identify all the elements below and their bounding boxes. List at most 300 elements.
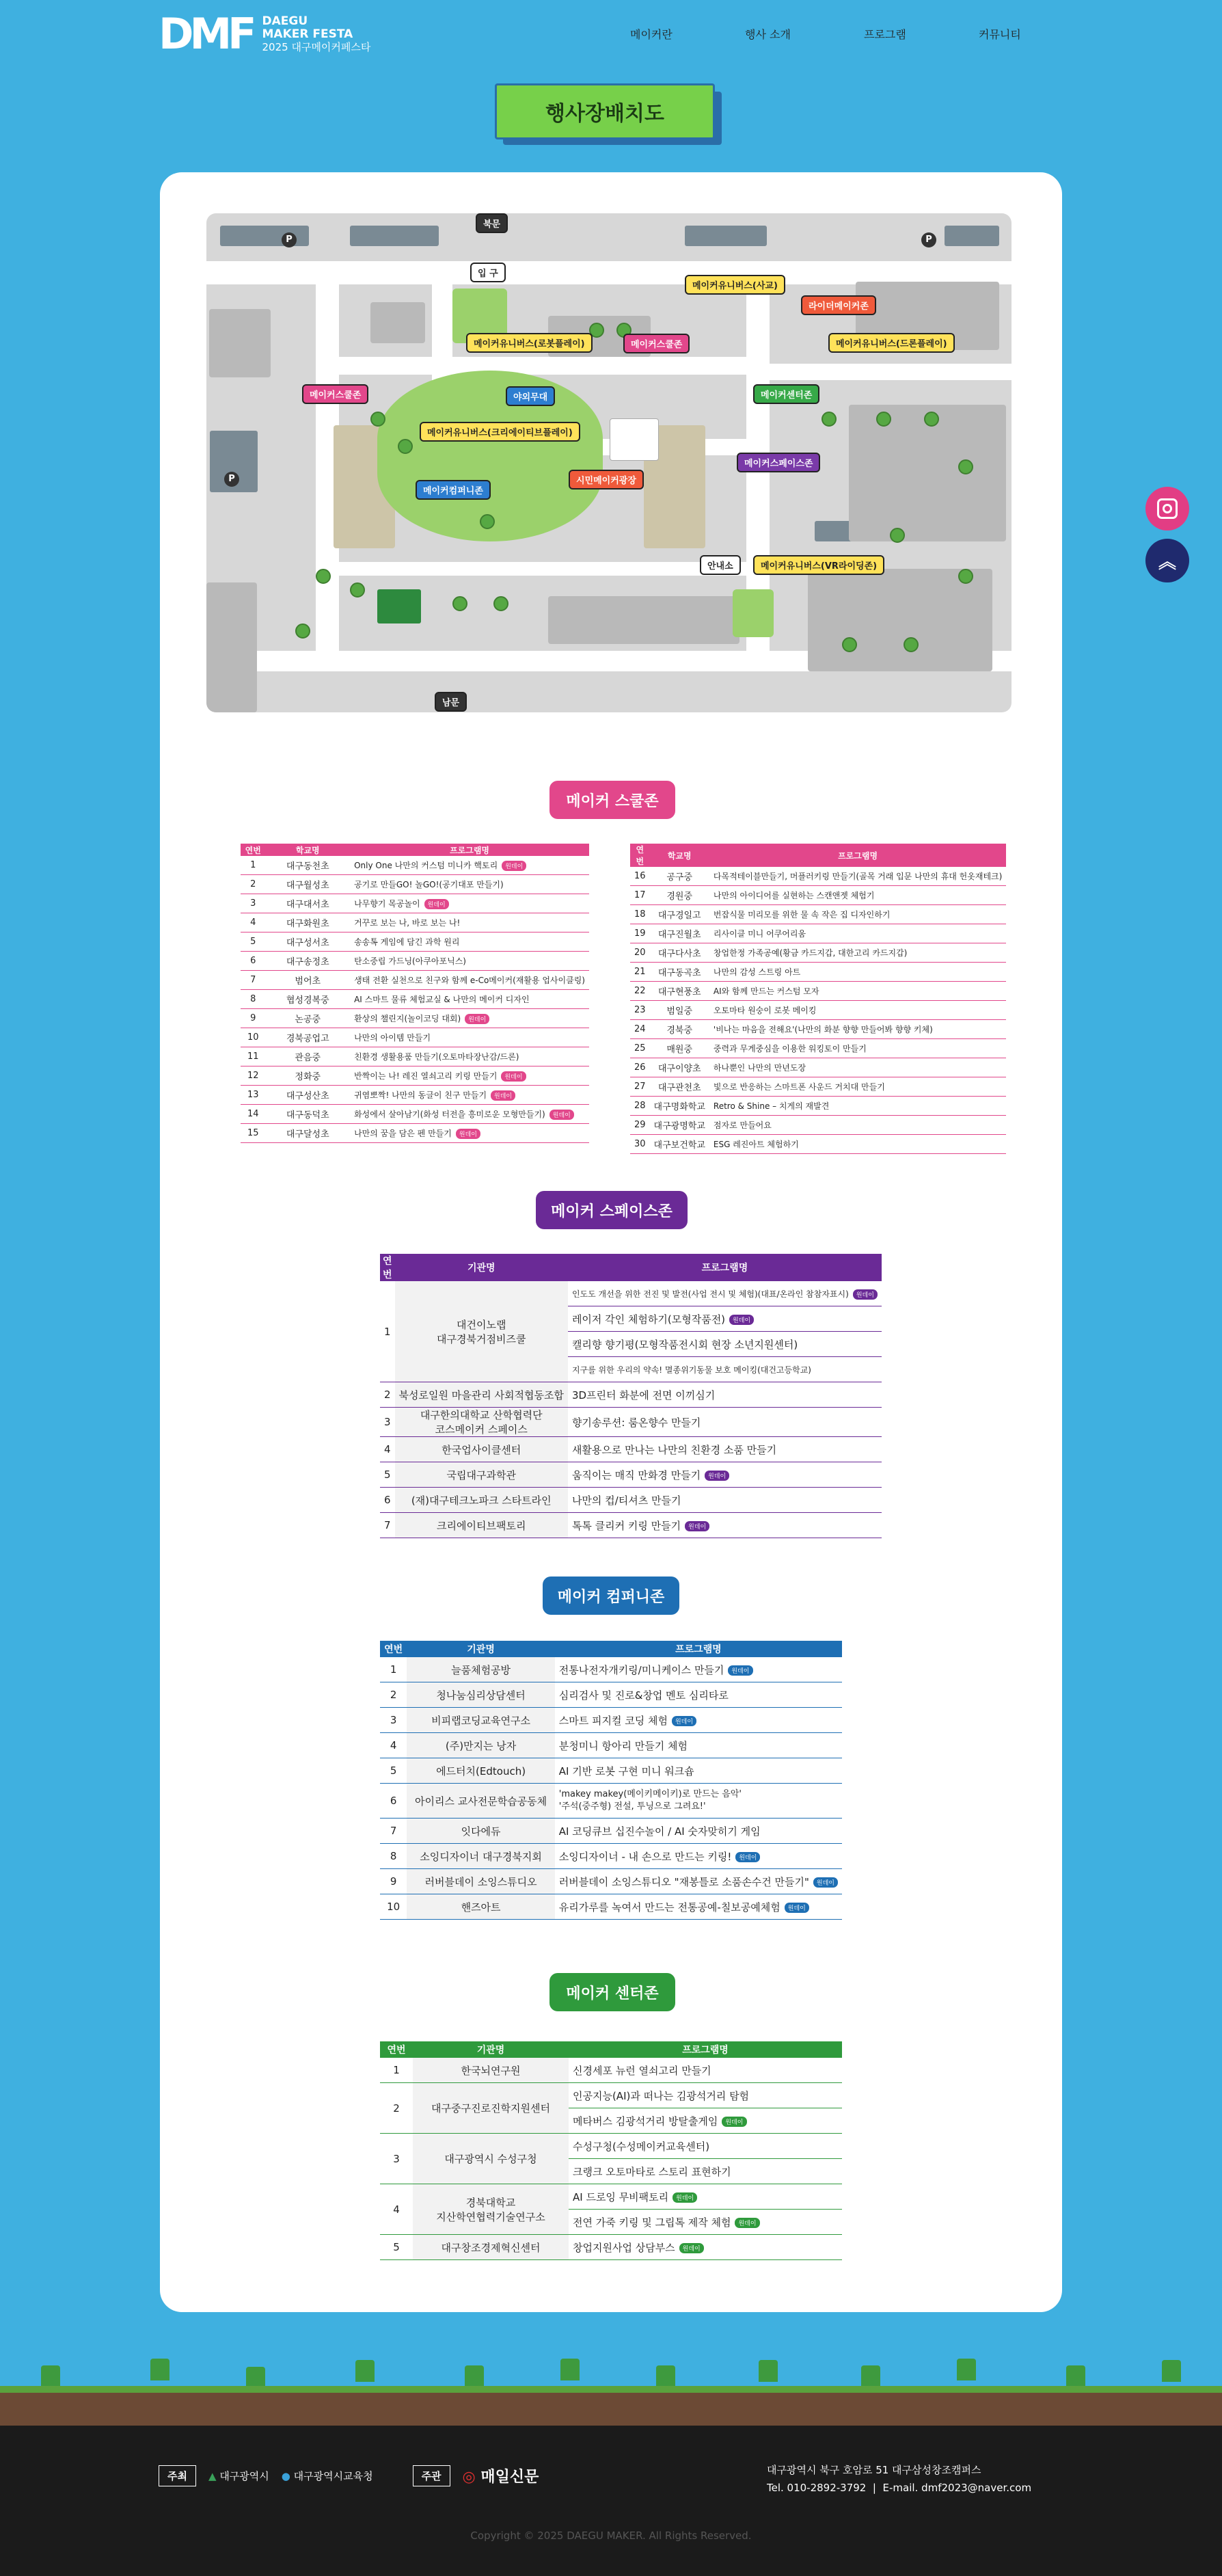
cell-school: 대구이양초 bbox=[650, 1058, 709, 1077]
cell-org: 잇다에듀 bbox=[407, 1819, 554, 1844]
col-program: 프로그램명 bbox=[701, 1263, 748, 1274]
space-zone-heading: 메이커 스페이스존 bbox=[536, 1191, 688, 1229]
cell-org: 소잉디자이너 대구경북지회 bbox=[407, 1844, 554, 1869]
table-row bbox=[380, 1462, 882, 1488]
cell-program: 레이저 각인 체험하기(모형작품전) 원데이 bbox=[568, 1306, 882, 1332]
map-north-gate: 북문 bbox=[476, 213, 508, 233]
cell-school: 대구월성초 bbox=[265, 875, 350, 894]
cell-org: 에드터치(Edtouch) bbox=[407, 1758, 554, 1784]
footer-contact: 대구광역시 북구 호암로 51 대구삼성창조캠퍼스 Tel. 010-2892-3792 | E-mail. dmf2023@naver.com bbox=[767, 2461, 1031, 2497]
map-tag-bus-school: 메이커유니버스(사교) bbox=[685, 275, 785, 295]
col-number: 연번 bbox=[383, 1256, 392, 1280]
cell-program: 스마트 피지컬 코딩 체험 원데이 bbox=[555, 1708, 842, 1733]
host-logo-daegu[interactable]: ▲ 대구광역시 bbox=[208, 2470, 269, 2482]
table-row bbox=[380, 1437, 882, 1462]
cell-program: 심리검사 및 진로&창업 멘토 심리타로 bbox=[555, 1682, 842, 1708]
footer-hosts bbox=[159, 2465, 539, 2486]
cell-org: 청나눔심리상담센터 bbox=[407, 1682, 554, 1708]
cell-school: 매원중 bbox=[650, 1039, 709, 1058]
table-row bbox=[241, 1105, 589, 1124]
cell-number: 4 bbox=[380, 2184, 413, 2235]
cell-number: 24 bbox=[630, 1020, 650, 1039]
cell-org: 핸즈아트 bbox=[407, 1894, 554, 1920]
col-program: 프로그램명 bbox=[838, 850, 878, 861]
cell-program: '비나는 마음을 전해요'(나만의 화분 향향 만들어봐 향향 키체) bbox=[709, 1020, 1006, 1039]
cell-org: 러버블데이 소잉스튜디오 bbox=[407, 1869, 554, 1894]
table-row bbox=[380, 1281, 882, 1306]
cell-number: 3 bbox=[380, 1708, 407, 1733]
table-row bbox=[380, 1488, 882, 1513]
cell-program: 친환경 생활용품 만들기(오토마타장난감/드론) bbox=[350, 1047, 589, 1066]
table-row bbox=[241, 1066, 589, 1086]
table-row bbox=[380, 1513, 882, 1538]
cell-program: 3D프린터 화분에 전면 이끼심기 bbox=[568, 1382, 882, 1408]
col-program: 프로그램명 bbox=[450, 845, 490, 855]
cell-number: 5 bbox=[380, 1758, 407, 1784]
cell-school: 대구경일고 bbox=[650, 905, 709, 924]
table-row bbox=[380, 2235, 842, 2260]
cell-program: 나만의 아이템 만들기 bbox=[350, 1028, 589, 1047]
cell-program: 나무향기 목공놀이 원데이 bbox=[350, 894, 589, 913]
cell-program: 향기송루션: 룸온향수 만들기 bbox=[568, 1408, 882, 1437]
cell-program: 빛으로 반응하는 스마트폰 사운드 거치대 만들기 bbox=[709, 1077, 1006, 1097]
edu-logo-icon: ● bbox=[281, 2470, 290, 2482]
parking-icon: P bbox=[282, 232, 297, 247]
cell-number: 3 bbox=[241, 894, 265, 913]
company-table bbox=[380, 1641, 842, 1920]
table-row bbox=[241, 913, 589, 933]
table-row bbox=[380, 1758, 842, 1784]
cell-program: AI 코딩큐브 십진수놀이 / AI 숫자맞히기 게임 bbox=[555, 1819, 842, 1844]
host-logo-edu[interactable]: ● 대구광역시교육청 bbox=[281, 2470, 373, 2482]
cell-school: 대구성서초 bbox=[265, 933, 350, 952]
cell-school: 범일중 bbox=[650, 1001, 709, 1020]
cell-school: 대구달성초 bbox=[265, 1124, 350, 1143]
nav-about[interactable]: 행사 소개 bbox=[745, 28, 791, 41]
logo-line-1: DAEGU bbox=[262, 14, 308, 28]
map-tag-bus-creative: 메이커유니버스(크리에이티브플레이) bbox=[420, 422, 580, 442]
cell-program: 나만의 아이디어를 실현하는 스캔앤젯 체험기 bbox=[709, 886, 1006, 905]
cell-org: 대구한의대학교 산학협력단 코스메이커 스페이스 bbox=[395, 1408, 568, 1437]
cell-program: 새활용으로 만나는 나만의 친환경 소품 만들기 bbox=[568, 1437, 882, 1462]
table-row bbox=[630, 1058, 1006, 1077]
footer-copyright: Copyright © 2025 DAEGU MAKER. All Rights Reserved. bbox=[470, 2530, 752, 2542]
col-number: 연번 bbox=[387, 2045, 406, 2056]
page-title-wrap bbox=[495, 83, 727, 145]
oneday-badge: 원데이 bbox=[679, 2243, 704, 2253]
cell-program: 리사이클 미니 어쿠어리움 bbox=[709, 924, 1006, 943]
table-row bbox=[630, 943, 1006, 963]
cell-number: 7 bbox=[241, 971, 265, 990]
cell-program: 반짝이는 나! 레진 열쇠고리 키링 만들기 원데이 bbox=[350, 1066, 589, 1086]
cell-org: 대구창조경제혁신센터 bbox=[413, 2235, 569, 2260]
footer-tel: Tel. 010-2892-3792 bbox=[767, 2482, 867, 2494]
cell-school: 정화중 bbox=[265, 1066, 350, 1086]
logo-text bbox=[262, 15, 371, 54]
cell-school: 대구현풍초 bbox=[650, 982, 709, 1001]
cell-school: 대구동곡초 bbox=[650, 963, 709, 982]
cell-number: 9 bbox=[380, 1869, 407, 1894]
nav-program[interactable]: 프로그램 bbox=[864, 28, 906, 41]
page-title: 행사장배치도 bbox=[495, 83, 715, 139]
cell-org: 크리에이티브팩토리 bbox=[395, 1513, 568, 1538]
col-org: 기관명 bbox=[467, 1263, 495, 1274]
cell-program: 신경세포 뉴런 열쇠고리 만들기 bbox=[569, 2058, 842, 2083]
cell-number: 3 bbox=[380, 2134, 413, 2184]
center-zone-heading: 메이커 센터존 bbox=[549, 1973, 675, 2011]
cell-school: 대구보건학교 bbox=[650, 1135, 709, 1154]
cell-program: 거꾸로 보는 나, 바로 보는 나! bbox=[350, 913, 589, 933]
cell-program: 중력과 무게중심을 이용한 워킹토이 만들기 bbox=[709, 1039, 1006, 1058]
col-org: 기관명 bbox=[476, 2045, 505, 2056]
oneday-badge: 원데이 bbox=[501, 1071, 526, 1082]
cell-number: 19 bbox=[630, 924, 650, 943]
col-number: 연번 bbox=[245, 845, 261, 855]
cell-number: 6 bbox=[380, 1784, 407, 1819]
cell-school: 대구대서초 bbox=[265, 894, 350, 913]
map-tag-space-zone: 메이커스페이스존 bbox=[737, 453, 820, 472]
top-icon: ︽ bbox=[1158, 552, 1176, 573]
oneday-badge: 원데이 bbox=[785, 1903, 809, 1913]
cell-program: 창업한정 가족공예(황금 카드지갑, 대한고리 카드지갑) bbox=[709, 943, 1006, 963]
cell-school: 대구화원초 bbox=[265, 913, 350, 933]
col-school: 학교명 bbox=[667, 850, 692, 861]
cell-org: 한국뇌연구원 bbox=[413, 2058, 569, 2083]
cell-program: AI 스마트 물류 체험교실 & 나만의 메이커 디자인 bbox=[350, 990, 589, 1009]
map-tag-bus-drone: 메이커유니버스(드론플레이) bbox=[828, 333, 955, 353]
cell-number: 17 bbox=[630, 886, 650, 905]
cell-org: 대구중구진로진학지원센터 bbox=[413, 2083, 569, 2134]
cell-school: 대구진월초 bbox=[650, 924, 709, 943]
cell-org: (재)대구테크노파크 스타트라인 bbox=[395, 1488, 568, 1513]
map-entrance: 입 구 bbox=[470, 263, 506, 282]
cell-number: 5 bbox=[380, 1462, 395, 1488]
cell-number: 4 bbox=[241, 913, 265, 933]
cell-program: 오토마타 원숭이 로봇 메이킹 bbox=[709, 1001, 1006, 1020]
cell-program: 전통나전자개키링/미니케이스 만들기 원데이 bbox=[555, 1657, 842, 1682]
cell-number: 16 bbox=[630, 867, 650, 886]
table-row bbox=[630, 1001, 1006, 1020]
table-row bbox=[380, 1819, 842, 1844]
table-row bbox=[630, 963, 1006, 982]
table-row bbox=[380, 2184, 842, 2210]
table-row bbox=[380, 2134, 842, 2159]
table-row bbox=[241, 971, 589, 990]
map-tag-rider: 라이더메이커존 bbox=[801, 295, 876, 315]
oneday-badge: 원데이 bbox=[456, 1129, 480, 1139]
cell-school: 대구광명학교 bbox=[650, 1116, 709, 1135]
cell-program: 송송톡 게임에 담긴 과학 원리 bbox=[350, 933, 589, 952]
table-row bbox=[630, 1020, 1006, 1039]
table-row bbox=[380, 1657, 842, 1682]
table-row bbox=[241, 875, 589, 894]
map-tag-info: 안내소 bbox=[700, 555, 741, 575]
oneday-badge: 원데이 bbox=[424, 899, 449, 909]
cell-program: 나만의 감성 스트링 아트 bbox=[709, 963, 1006, 982]
table-row bbox=[241, 894, 589, 913]
cell-program: 귀염뽀짝! 나만의 동글이 친구 만들기 원데이 bbox=[350, 1086, 589, 1105]
cell-school: 논공중 bbox=[265, 1009, 350, 1028]
nav-community[interactable]: 커뮤니티 bbox=[979, 28, 1021, 41]
cell-org: 대건이노랩 대구경북거점비즈쿨 bbox=[395, 1281, 568, 1382]
cell-number: 28 bbox=[630, 1097, 650, 1116]
cell-school: 대구동천초 bbox=[265, 856, 350, 875]
cell-org: 북성로일원 마을관리 사회적협동조합 bbox=[395, 1382, 568, 1408]
cell-school: 대구관천초 bbox=[650, 1077, 709, 1097]
cell-number: 4 bbox=[380, 1437, 395, 1462]
cell-program: 러버블데이 소잉스튜디오 "재봉틀로 소품손수건 만들기" 원데이 bbox=[555, 1869, 842, 1894]
cell-program: 하나뿐인 나만의 만년도장 bbox=[709, 1058, 1006, 1077]
cell-number: 3 bbox=[380, 1408, 395, 1437]
cell-program: 탄소중립 가드닝(아쿠아포닉스) bbox=[350, 952, 589, 971]
cell-number: 1 bbox=[241, 856, 265, 875]
cell-program: 'makey makey(메이키메이키)로 만드는 음악' '주석(중주형) 전설, 투닝으로 그려요!' bbox=[555, 1784, 842, 1819]
oneday-badge: 원데이 bbox=[465, 1014, 489, 1024]
cell-program: 분청미니 항아리 만들기 체험 bbox=[555, 1733, 842, 1758]
footer-email[interactable]: E-mail. dmf2023@naver.com bbox=[882, 2482, 1032, 2494]
table-row bbox=[630, 867, 1006, 886]
map-south-gate: 남문 bbox=[435, 692, 467, 712]
site-logo[interactable] bbox=[159, 9, 371, 59]
maeil-logo-icon: ◎ bbox=[462, 2469, 476, 2486]
table-row bbox=[630, 924, 1006, 943]
oneday-badge: 원데이 bbox=[735, 1852, 760, 1862]
cell-number: 2 bbox=[380, 1682, 407, 1708]
cell-program: 메타버스 김광석거리 방탈출게임 원데이 bbox=[569, 2108, 842, 2134]
cell-program: 캘리향 향기평(모형작품전시회 현장 소년지원센터) bbox=[568, 1332, 882, 1357]
cell-school: 범어초 bbox=[265, 971, 350, 990]
host-label: 주최 bbox=[159, 2465, 196, 2486]
center-table bbox=[380, 2041, 842, 2260]
cell-number: 29 bbox=[630, 1116, 650, 1135]
cell-program: AI 기반 로봇 구현 미니 워크숍 bbox=[555, 1758, 842, 1784]
table-row bbox=[380, 1844, 842, 1869]
cell-program: 점자로 만들어요 bbox=[709, 1116, 1006, 1135]
table-row bbox=[380, 1869, 842, 1894]
table-row bbox=[630, 1039, 1006, 1058]
table-row bbox=[241, 933, 589, 952]
cell-school: 대구성산초 bbox=[265, 1086, 350, 1105]
cell-program: 인도도 개선을 위한 전진 및 발전(사업 전시 및 체험)(대표/온라인 참참자표시) 원데이 bbox=[568, 1281, 882, 1306]
table-row bbox=[380, 1408, 882, 1437]
col-program: 프로그램명 bbox=[682, 2045, 729, 2056]
map-tag-school-zone-1: 메이커스쿨존 bbox=[623, 334, 690, 353]
cell-number: 12 bbox=[241, 1066, 265, 1086]
map-tag-bus-vr: 메이커유니버스(VR라이딩존) bbox=[753, 555, 884, 575]
col-org: 기관명 bbox=[467, 1644, 495, 1655]
oneday-badge: 원데이 bbox=[853, 1289, 878, 1300]
cell-number: 20 bbox=[630, 943, 650, 963]
cell-org: 국립대구과학관 bbox=[395, 1462, 568, 1488]
table-row bbox=[380, 1784, 842, 1819]
cell-number: 1 bbox=[380, 2058, 413, 2083]
parking-icon: P bbox=[224, 472, 239, 487]
cell-number: 15 bbox=[241, 1124, 265, 1143]
cell-program: Only One 나만의 커스텀 미니카 핵토리 원데이 bbox=[350, 856, 589, 875]
map-tag-center-zone: 메이커센터존 bbox=[753, 384, 819, 404]
table-row bbox=[630, 1135, 1006, 1154]
cell-school: 경북중 bbox=[650, 1020, 709, 1039]
daegu-logo-icon: ▲ bbox=[208, 2470, 217, 2482]
col-number: 연번 bbox=[384, 1644, 403, 1655]
cell-number: 27 bbox=[630, 1077, 650, 1097]
organizer-logo[interactable]: ◎ 매일신문 bbox=[462, 2469, 539, 2486]
oneday-badge: 원데이 bbox=[729, 1315, 754, 1325]
cell-program: 다목적테이블만들기, 머플러키링 만들기(골목 거래 입문 나만의 휴대 헌옷재테크) bbox=[709, 867, 1006, 886]
table-row bbox=[380, 2083, 842, 2108]
cell-school: 대구송정초 bbox=[265, 952, 350, 971]
cell-program: Retro & Shine – 치게의 재발견 bbox=[709, 1097, 1006, 1116]
school-table-right bbox=[630, 844, 1006, 1154]
cell-program: 크랭크 오토마타로 스토리 표현하기 bbox=[569, 2159, 842, 2184]
cell-number: 25 bbox=[630, 1039, 650, 1058]
cell-number: 14 bbox=[241, 1105, 265, 1124]
cell-number: 6 bbox=[241, 952, 265, 971]
cell-number: 23 bbox=[630, 1001, 650, 1020]
table-row bbox=[380, 1682, 842, 1708]
cell-program: 인공지능(AI)과 떠나는 김광석거리 탐험 bbox=[569, 2083, 842, 2108]
logo-mark: DMF bbox=[159, 9, 253, 59]
cell-number: 7 bbox=[380, 1819, 407, 1844]
map-tag-company-zone: 메이커컴퍼니존 bbox=[416, 480, 491, 500]
cell-number: 26 bbox=[630, 1058, 650, 1077]
table-row bbox=[380, 1733, 842, 1758]
cell-number: 8 bbox=[380, 1844, 407, 1869]
cell-org: (주)만지는 낭자 bbox=[407, 1733, 554, 1758]
cell-program: 공기로 만들GO! 놀GO!(공기대포 만들기) bbox=[350, 875, 589, 894]
table-row bbox=[241, 1047, 589, 1066]
table-row bbox=[380, 1382, 882, 1408]
nav-maker[interactable]: 메이커란 bbox=[630, 28, 673, 41]
cell-number: 10 bbox=[380, 1894, 407, 1920]
cell-number: 10 bbox=[241, 1028, 265, 1047]
cell-program: ESG 레진아트 체험하기 bbox=[709, 1135, 1006, 1154]
oneday-badge: 원데이 bbox=[722, 2117, 746, 2127]
oneday-badge: 원데이 bbox=[685, 1521, 709, 1531]
table-row bbox=[380, 1708, 842, 1733]
cell-number: 7 bbox=[380, 1513, 395, 1538]
cell-school: 대구동덕초 bbox=[265, 1105, 350, 1124]
school-table-left bbox=[241, 844, 589, 1143]
cell-program: 유리가루를 녹여서 만드는 전통공예-칠보공예체험 원데이 bbox=[555, 1894, 842, 1920]
cell-school: 공구중 bbox=[650, 867, 709, 886]
cell-program: 나만의 컵/티셔츠 만들기 bbox=[568, 1488, 882, 1513]
logo-line-3: 2025 대구메이커페스타 bbox=[262, 40, 371, 53]
table-row bbox=[241, 856, 589, 875]
map-tag-stage: 야외무대 bbox=[506, 386, 555, 406]
cell-program: 수성구청(수성메이커교육센터) bbox=[569, 2134, 842, 2159]
cell-number: 21 bbox=[630, 963, 650, 982]
cell-number: 11 bbox=[241, 1047, 265, 1066]
table-row bbox=[241, 1009, 589, 1028]
top-navigation bbox=[0, 0, 1222, 75]
cell-number: 4 bbox=[380, 1733, 407, 1758]
cell-number: 2 bbox=[241, 875, 265, 894]
oneday-badge: 원데이 bbox=[491, 1090, 515, 1101]
content-card bbox=[160, 172, 1062, 2312]
table-row bbox=[241, 1086, 589, 1105]
cell-school: 대구명화학교 bbox=[650, 1097, 709, 1116]
cell-org: 대구광역시 수성구청 bbox=[413, 2134, 569, 2184]
table-row bbox=[241, 990, 589, 1009]
map-tag-school-zone-2: 메이커스쿨존 bbox=[302, 384, 368, 404]
oneday-badge: 원데이 bbox=[502, 861, 526, 871]
cell-number: 2 bbox=[380, 2083, 413, 2134]
table-row bbox=[241, 952, 589, 971]
company-zone-heading: 메이커 컴퍼니존 bbox=[543, 1577, 679, 1615]
cell-school: 협성경복중 bbox=[265, 990, 350, 1009]
cell-program: 화성에서 살아남기(화성 터전을 흥미로운 모형만들기) 원데이 bbox=[350, 1105, 589, 1124]
cell-program: 나만의 꿈을 담은 펜 만들기 원데이 bbox=[350, 1124, 589, 1143]
oneday-badge: 원데이 bbox=[705, 1471, 729, 1481]
space-table bbox=[380, 1254, 882, 1538]
organizer-label: 주관 bbox=[413, 2465, 450, 2486]
cell-org: 경북대학교 지산학연협력기술연구소 bbox=[413, 2184, 569, 2235]
cell-number: 22 bbox=[630, 982, 650, 1001]
school-zone-heading: 메이커 스쿨존 bbox=[549, 781, 675, 819]
table-row bbox=[630, 1097, 1006, 1116]
instagram-button[interactable] bbox=[1145, 487, 1189, 531]
cell-program: 창업지원사업 상담부스 원데이 bbox=[569, 2235, 842, 2260]
cell-number: 1 bbox=[380, 1281, 395, 1382]
cell-number: 5 bbox=[241, 933, 265, 952]
cell-org: 한국업사이클센터 bbox=[395, 1437, 568, 1462]
col-program: 프로그램명 bbox=[675, 1644, 722, 1655]
cell-school: 경원중 bbox=[650, 886, 709, 905]
cell-number: 9 bbox=[241, 1009, 265, 1028]
col-school: 학교명 bbox=[295, 845, 320, 855]
oneday-badge: 원데이 bbox=[549, 1110, 574, 1120]
cell-program: 전연 가죽 키링 및 그립톡 제작 체험 원데이 bbox=[569, 2210, 842, 2235]
scroll-top-button[interactable] bbox=[1145, 539, 1189, 582]
table-row bbox=[630, 1077, 1006, 1097]
table-row bbox=[380, 1894, 842, 1920]
cell-number: 2 bbox=[380, 1382, 395, 1408]
cell-number: 30 bbox=[630, 1135, 650, 1154]
cell-number: 8 bbox=[241, 990, 265, 1009]
map-tag-citizen: 시민메이커광장 bbox=[569, 470, 644, 489]
table-row bbox=[241, 1124, 589, 1143]
oneday-badge: 원데이 bbox=[735, 2218, 759, 2228]
oneday-badge: 원데이 bbox=[813, 1877, 838, 1888]
map-tag-bus-robot: 메이커유니버스(로봇플레이) bbox=[466, 333, 593, 353]
cell-school: 경북공업고 bbox=[265, 1028, 350, 1047]
cell-program: 지구를 위한 우리의 약속! 멸종위기동물 보호 메이킹(대건고등학교) bbox=[568, 1357, 882, 1382]
cell-program: AI 드로잉 무비팩토리 원데이 bbox=[569, 2184, 842, 2210]
table-row bbox=[380, 2058, 842, 2083]
cell-org: 비피랩코딩교육연구소 bbox=[407, 1708, 554, 1733]
oneday-badge: 원데이 bbox=[672, 1716, 696, 1726]
table-row bbox=[630, 886, 1006, 905]
cell-number: 6 bbox=[380, 1488, 395, 1513]
cell-school: 대구다사초 bbox=[650, 943, 709, 963]
table-row bbox=[630, 982, 1006, 1001]
cell-program: 번잡식물 미리모를 위한 물 속 작은 집 디자인하기 bbox=[709, 905, 1006, 924]
cell-number: 18 bbox=[630, 905, 650, 924]
cell-program: 소잉디자이너 - 내 손으로 만드는 키링! 원데이 bbox=[555, 1844, 842, 1869]
cell-number: 5 bbox=[380, 2235, 413, 2260]
cell-org: 아이리스 교사전문학습공동체 bbox=[407, 1784, 554, 1819]
table-row bbox=[630, 1116, 1006, 1135]
table-row bbox=[630, 905, 1006, 924]
logo-line-2: MAKER FESTA bbox=[262, 27, 353, 41]
cell-program: 환상의 챌린지(놀이코딩 대회) 원데이 bbox=[350, 1009, 589, 1028]
oneday-badge: 원데이 bbox=[728, 1665, 752, 1676]
parking-icon: P bbox=[921, 232, 936, 247]
cell-program: 톡톡 클리커 키링 만들기 원데이 bbox=[568, 1513, 882, 1538]
cell-school: 관음중 bbox=[265, 1047, 350, 1066]
table-row bbox=[241, 1028, 589, 1047]
